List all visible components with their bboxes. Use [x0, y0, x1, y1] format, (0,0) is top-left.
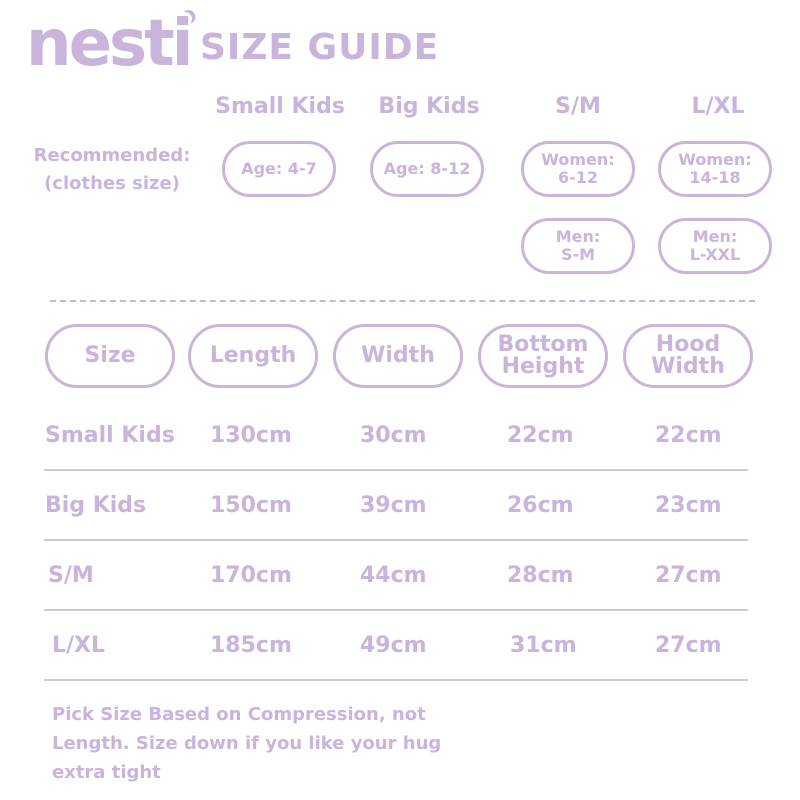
size-pill-s-m-men: Men: S-M [521, 218, 635, 274]
table-cell-bottom-height: 26cm [507, 493, 574, 518]
table-cell-length: 170cm [210, 563, 292, 588]
header-bottom-height: Bottom Height [478, 324, 608, 388]
table-cell-width: 44cm [360, 563, 427, 588]
recommended-label: Recommended: (clothes size) [33, 145, 191, 194]
row-divider [44, 469, 748, 471]
row-divider [44, 679, 748, 681]
row-divider [44, 609, 748, 611]
header-hood-width: Hood Width [623, 324, 753, 388]
column-head-small-kids: Small Kids [215, 94, 345, 119]
row-divider [44, 539, 748, 541]
table-cell-hood-width: 27cm [655, 633, 722, 658]
table-cell-size: L/XL [52, 633, 106, 658]
column-head-big-kids: Big Kids [378, 94, 480, 119]
table-cell-length: 185cm [210, 633, 292, 658]
header-width: Width [333, 324, 463, 388]
header-size: Size [45, 324, 175, 388]
table-cell-bottom-height: 28cm [507, 563, 574, 588]
size-pill-l-xl-men: Men: L-XXL [658, 218, 772, 274]
table-cell-size: S/M [48, 563, 94, 588]
page-title: SIZE GUIDE [200, 27, 440, 68]
header-length: Length [188, 324, 318, 388]
table-cell-length: 150cm [210, 493, 292, 518]
column-head-l-xl: L/XL [691, 94, 745, 119]
size-pill-big-kids: Age: 8-12 [370, 141, 484, 197]
size-pill-small-kids: Age: 4-7 [222, 141, 336, 197]
brand-logo [26, 4, 191, 84]
table-cell-bottom-height: 22cm [507, 423, 574, 448]
section-divider [50, 300, 755, 302]
table-cell-size: Big Kids [45, 493, 147, 518]
size-pill-l-xl-women: Women: 14-18 [658, 141, 772, 197]
column-head-s-m: S/M [555, 94, 601, 119]
table-cell-hood-width: 22cm [655, 423, 722, 448]
sizing-note: Pick Size Based on Compression, not Length. Size down if you like your hug extra tight [52, 704, 442, 783]
size-pill-s-m-women: Women: 6-12 [521, 141, 635, 197]
table-cell-width: 39cm [360, 493, 427, 518]
brand-logo-text: nesti [26, 7, 191, 81]
table-cell-length: 130cm [210, 423, 292, 448]
table-cell-bottom-height: 31cm [510, 633, 577, 658]
table-cell-width: 49cm [360, 633, 427, 658]
table-cell-hood-width: 27cm [655, 563, 722, 588]
table-cell-hood-width: 23cm [655, 493, 722, 518]
table-cell-size: Small Kids [45, 423, 175, 448]
table-cell-width: 30cm [360, 423, 427, 448]
